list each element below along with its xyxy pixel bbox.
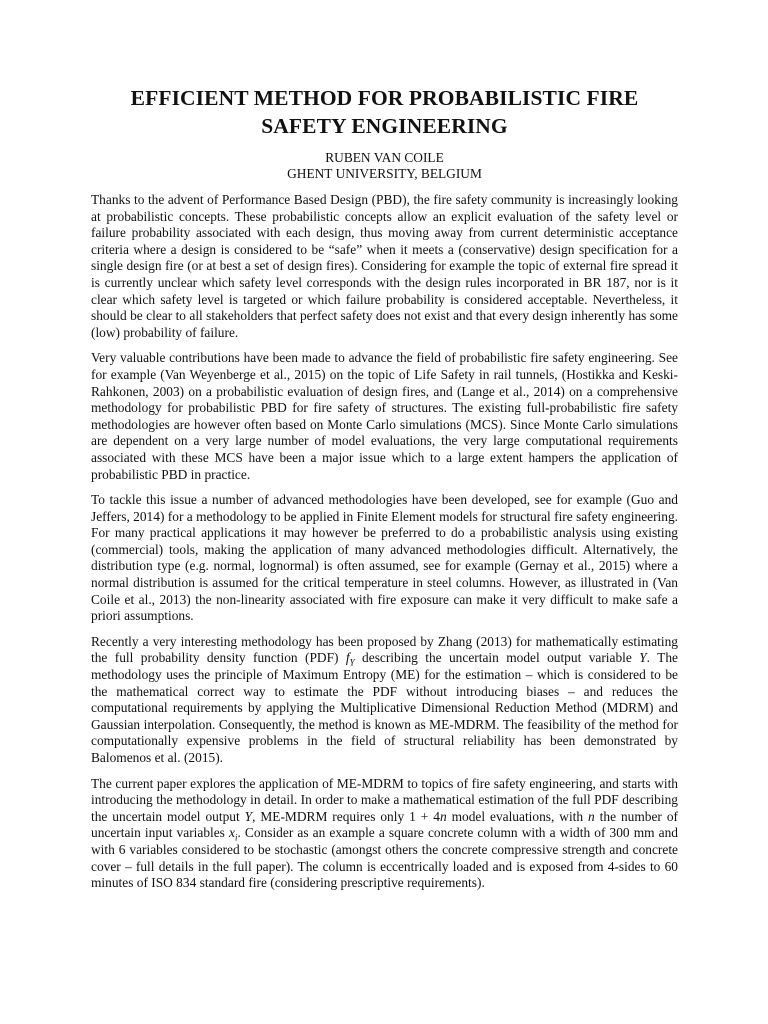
title-line-1: EFFICIENT METHOD FOR PROBABILISTIC FIRE <box>130 86 639 110</box>
n-symbol: n <box>588 808 595 824</box>
output-variable-symbol: Y <box>639 650 647 666</box>
paragraph-1: Thanks to the advent of Performance Based Design (PBD), the fire safety community is increasingly looking at probabilistic concepts. These probabilistic concepts allow an explicit evaluation of the safety level or failure probability associated with each design, thus moving away from current deterministic acceptance criteria where a design is considered to be “safe” when it meets a (conservative) design specification for a single design fire (or at best a set of design fires). Considering for example the topic of external fire spread it is currently unclear which safety level corresponds with the design rules incorporated in BR 187, nor is it clear which safety level is targeted or which failure probability is considered acceptable. Nevertheless, it should be clear to all stakeholders that perfect safety does not exist and that every design inherently has some (low) probability of failure. <box>91 192 678 340</box>
pdf-symbol: $f_Y$ <box>345 650 355 669</box>
paragraph-4 <box>91 634 678 767</box>
paragraph-5-text-e: . Consider as an example a square concrete column with a width of 300 mm and with 6 variables considered to be stochastic (amongst others the concrete compressive strength and concrete cover – full details in the full paper). The column is eccentrically loaded and is exposed from 4-sides to 60 minutes of ISO 834 standard fire (considering prescriptive requirements). <box>91 825 678 891</box>
n-symbol: n <box>439 808 447 824</box>
paragraph-5 <box>91 776 678 892</box>
author-affiliation: GHENT UNIVERSITY, BELGIUM <box>287 166 482 181</box>
author-name: RUBEN VAN COILE <box>325 150 444 165</box>
paragraph-5-text-d: the number of uncertain input variables <box>91 808 678 841</box>
input-variable-symbol: $x_i$ <box>229 825 238 844</box>
paragraph-4-text-c: . The methodology uses the principle of Maximum Entropy (ME) for the estimation – which is considered to be the mathematical correct way to estimate the PDF without introducing biases – and reduces the computational requirements by applying the Multiplicative Dimensional Reduction Method (MDRM) and Gaussian interpolation. Consequently, the method is known as ME-MDRM. The feasibility of the method for computationally expensive problems in the field of structural reliability has been demonstrated by Balomenos et al. (2015). <box>91 650 678 765</box>
paper-title <box>91 84 678 140</box>
paragraph-2: Very valuable contributions have been made to advance the field of probabilistic fire safety engineering. See for example (Van Weyenberge et al., 2015) on the topic of Life Safety in rail tunnels, (Hostikka and Keski-Rahkonen, 2003) on a probabilistic evaluation of design fires, and (Lange et al., 2014) on a comprehensive methodology for probabilistic PBD for fire safety of structures. The existing full-probabilistic fire safety methodologies are however often based on Monte Carlo simulations (MCS). Since Monte Carlo simulations are dependent on a very large number of model evaluations, the very large computational requirements associated with these MCS have been a major issue which to a large extent hampers the application of probabilistic PBD in practice. <box>91 350 678 482</box>
paragraph-5-text-a: The current paper explores the application of ME-MDRM to topics of fire safety engineering, and starts with introducing the methodology in detail. In order to make a mathematical estimation of the full PDF describing the uncertain model output <box>91 775 678 824</box>
paragraph-5-text-b: , ME-MDRM requires only 1 + 4 <box>252 808 440 824</box>
title-line-2: SAFETY ENGINEERING <box>261 114 508 138</box>
paragraph-4-text-a: Recently a very interesting methodology has been proposed by Zhang (2013) for mathematically estimating the full probability density function (PDF) <box>91 633 678 666</box>
paragraph-4-text-b: describing the uncertain model output variable <box>354 650 640 666</box>
output-variable-symbol: Y <box>244 808 253 824</box>
paragraph-3: To tackle this issue a number of advanced methodologies have been developed, see for example (Guo and Jeffers, 2014) for a methodology to be applied in Finite Element models for structural fire safety engineering. For many practical applications it may however be preferred to do a probabilistic analysis using existing (commercial) tools, making the application of many advanced methodologies difficult. Alternatively, the distribution type (e.g. normal, lognormal) is often assumed, see for example (Gernay et al., 2015) where a normal distribution is assumed for the critical temperature in steel columns. However, as illustrated in (Van Coile et al., 2013) the non-linearity associated with fire exposure can make it very difficult to make safe a priori assumptions. <box>91 492 678 624</box>
paragraph-5-text-c: model evaluations, with <box>446 808 589 824</box>
